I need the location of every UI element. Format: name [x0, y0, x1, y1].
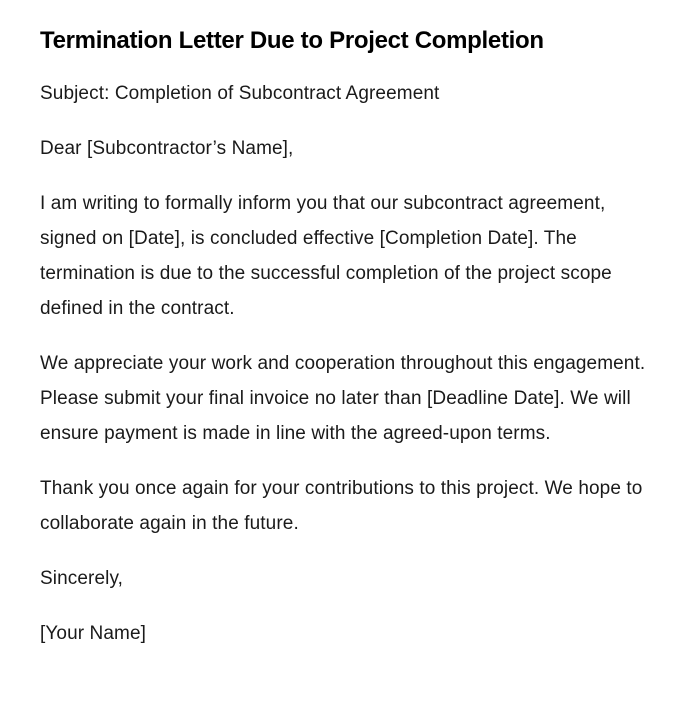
letter-title: Termination Letter Due to Project Completion: [40, 27, 544, 54]
letter-salutation: Dear [Subcontractor’s Name],: [40, 138, 294, 159]
letter-closing: Sincerely,: [40, 568, 124, 589]
letter-signature: [Your Name]: [40, 623, 147, 644]
letter-paragraph-1: I am writing to formally inform you that our subcontract agreement, signed on [Date], is concluded effective [Completion Date]. The termination is due to the successful completion of the project scope defined in the contract.: [40, 193, 612, 319]
letter-subject: Subject: Completion of Subcontract Agreement: [40, 83, 440, 104]
letter-paragraph-2: We appreciate your work and cooperation throughout this engagement. Please submit your final invoice no later than [Deadline Date]. We will ensure payment is made in line with the agreed-upon terms.: [40, 353, 646, 444]
letter-paragraph-3: Thank you once again for your contributions to this project. We hope to collaborate again in the future.: [40, 478, 643, 534]
